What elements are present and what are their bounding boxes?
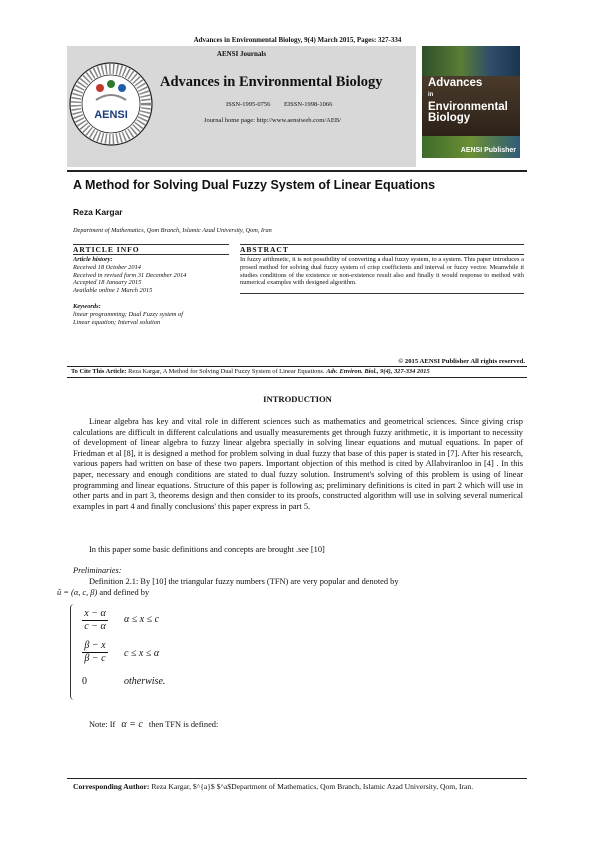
received-date: Received 18 October 2014 — [73, 263, 141, 271]
keywords: linear programming; Dual Fuzzy system of Linear equation; Interval solution — [73, 310, 183, 326]
eq3-condition: otherwise. — [124, 676, 166, 687]
note-text-a: Note: If — [89, 720, 116, 729]
abstract — [240, 244, 524, 294]
cite-journal: Adv. Environ. Biol., 9(4), 327-334 2015 — [326, 368, 430, 375]
eq1-numerator: x − α — [82, 608, 108, 621]
cite-label: To Cite This Article: — [71, 368, 127, 375]
cite-this-article — [67, 366, 527, 377]
note-equation: α = c — [121, 719, 143, 730]
eq1-denominator: c − α — [84, 621, 106, 632]
author: Reza Kargar — [73, 207, 123, 217]
eq2-condition: c ≤ x ≤ α — [124, 648, 160, 659]
issn-line — [226, 101, 344, 108]
u-tilde-notation: ũ = (α, c, β) — [57, 587, 98, 597]
definition-text-a: Definition 2.1: By [10] the triangular fuzzy numbers (TFN) are very popular and denoted by — [89, 577, 399, 586]
note-text-b: then TFN is defined: — [148, 720, 219, 729]
intro-paragraph-2: In this paper some basic definitions and concepts are brought .see [10] — [89, 545, 325, 554]
journal-homepage: Journal home page: http://www.aensiweb.com/AEB/ — [204, 117, 341, 124]
cite-text: Reza Kargar, A Method for Solving Dual Fuzzy System of Linear Equations. — [126, 368, 327, 375]
cover-title-in: in — [428, 92, 434, 98]
definition-2-1 — [57, 577, 523, 598]
eq3-value: 0 — [82, 676, 87, 687]
banner-journals: AENSI Journals — [216, 50, 267, 58]
aensi-logo-icon — [66, 48, 156, 166]
keywords-label: Keywords: — [73, 302, 101, 310]
cover-title-env-bio: Environmental Biology — [428, 101, 508, 124]
header-divider — [67, 170, 527, 172]
note-line — [89, 720, 389, 731]
eq1-fraction — [82, 608, 108, 633]
footer-rule — [67, 778, 527, 779]
revised-date: Received in revised form 31 December 2014 — [73, 271, 187, 279]
introduction-heading: INTRODUCTION — [263, 394, 332, 404]
corresponding-text: Reza Kargar, $^{a}$ $^a$Department of Mathematics, Qom Branch, Islamic Azad University, Qom, Iran. — [149, 782, 474, 791]
article-info — [73, 244, 229, 326]
cover-title — [428, 78, 520, 124]
issn: ISSN-1995-0756 — [226, 101, 271, 108]
piecewise-brace — [70, 604, 79, 700]
cover-title-advances: Advances — [428, 77, 483, 89]
preliminaries-heading: Preliminaries: — [73, 566, 122, 575]
running-head: Advances in Environmental Biology, 9(4) March 2015, Pages: 327-334 — [193, 36, 402, 44]
eissn: EISSN-1998-1066 — [284, 101, 333, 108]
eq2-denominator: β − c — [84, 653, 106, 664]
corresponding-label: Corresponding Author: — [73, 782, 150, 791]
corresponding-author — [73, 782, 523, 791]
eq2-numerator: β − x — [82, 640, 108, 653]
history-label: Article history: — [73, 256, 113, 263]
eq2-fraction — [82, 640, 108, 665]
journal-cover-image — [422, 46, 520, 158]
affiliation: Department of Mathematics, Qom Branch, Islamic Azad University, Qom, Iran — [73, 227, 272, 234]
cover-publisher: AENSI Publisher — [460, 147, 516, 154]
banner-journal-title: Advances in Environmental Biology — [160, 74, 383, 90]
article-info-heading: ARTICLE INFO — [73, 245, 140, 254]
logo-text: AENSI — [94, 109, 128, 121]
abstract-text: In fuzzy arithmetic, it is not possibility of converting a dual fuzzy system, to a system. This paper introduces a prosed method for solving dual fuzzy system of crisp coefficients and interval or fuzzy vector. Meanwhile it studies conditions of the existence or non-existence result also and finally it would response to method with numerical examples with designed algorithm. — [240, 256, 524, 287]
copyright: © 2015 AENSI Publisher All rights reserved. — [398, 358, 525, 365]
eq1-condition: α ≤ x ≤ c — [124, 614, 160, 625]
definition-text-b: and defined by — [99, 587, 150, 597]
accepted-date: Accepted 18 January 2015 — [73, 279, 142, 287]
cite-bottom-rule — [67, 377, 527, 378]
paper-title: A Method for Solving Dual Fuzzy System of Linear Equations — [73, 178, 436, 192]
intro-paragraph-1: Linear algebra has key and vital role in different sciences such as mathematics and geometrical sciences. Since giving crisp calculations are difficult in different calculations and usually measurements get through fuzzy arithmetic, it is important to necessity of development of linear algebra to fuzzy linear algebra specially in solving linear equations and mutual equations. In paper of Friedman et al [8], it is designed a method for problem solving in dual fuzzy that base of this paper is stated in [7]. After his research, various papers had written on base of these two papers. Important objection of this method is cited by Allahviranloo in [4] . In this paper, necessary and enough conditions are stated to dual fuzzy solution. Instrument's solving of this problem is using of linear programming and linear equations. Structure of this paper is following as; preliminary definitions is cited in part 2 which will use in other parts and in part 3, theorems design and then consider to its proofs, constructed algorithm will use in solving several numerical examples in part 4 and finally conclusions' this paper express in part 5. — [73, 417, 523, 511]
abstract-heading: ABSTRACT — [240, 245, 289, 254]
online-date: Available online 1 March 2015 — [73, 287, 153, 295]
